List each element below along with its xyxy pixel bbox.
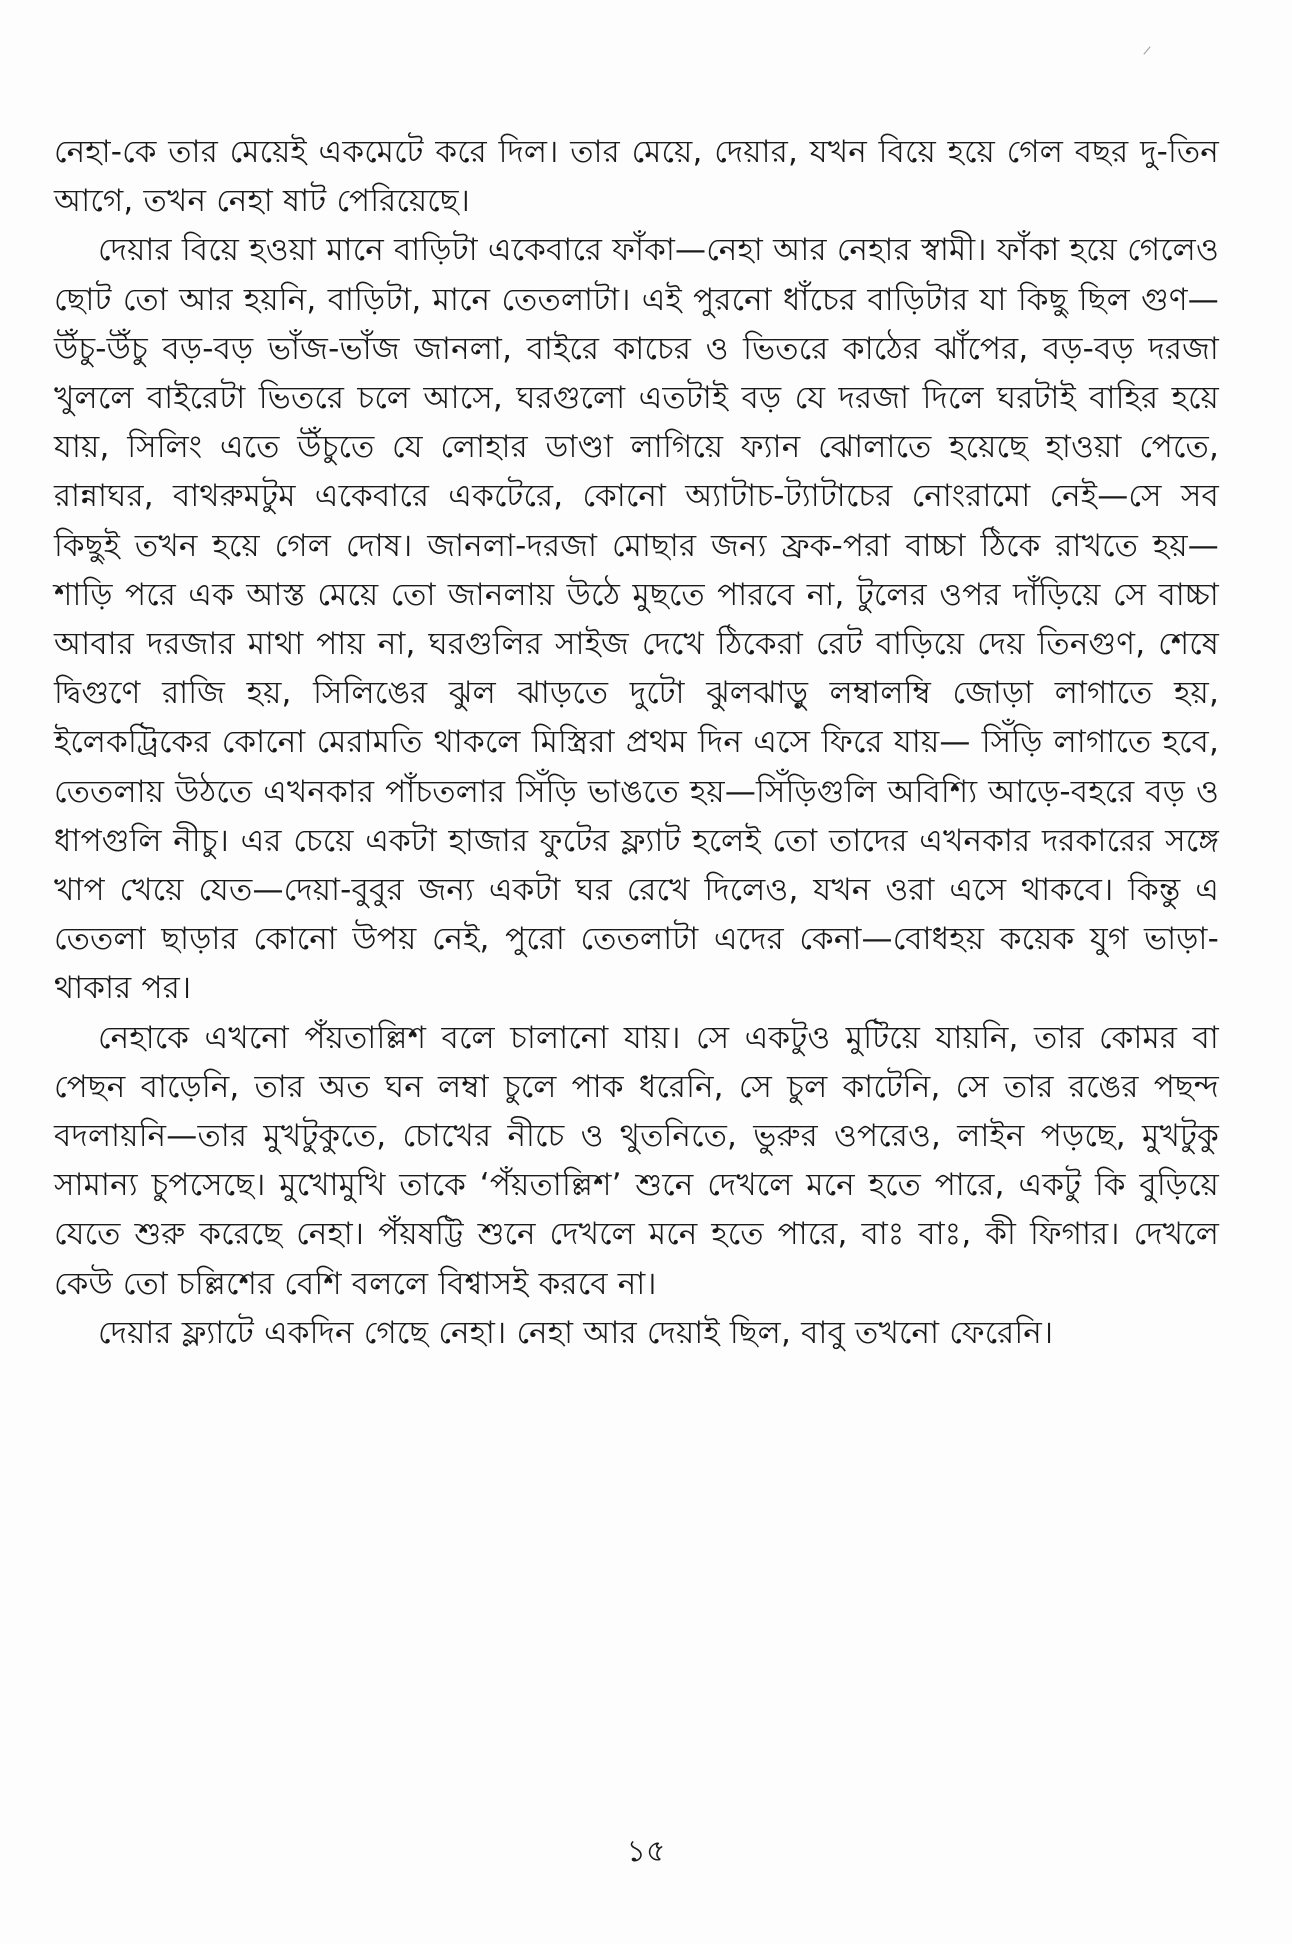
paragraph-1: নেহা-কে তার মেয়েই একমেটে করে দিল। তার মেয়ে, দেয়ার, যখন বিয়ে হয়ে গেল বছর দু-তিন আগে, তখন নেহা ষাট পেরিয়েছে। bbox=[54, 134, 1219, 220]
paragraph-2: দেয়ার বিয়ে হওয়া মানে বাড়িটা একেবারে ফাঁকা—নেহা আর নেহার স্বামী। ফাঁকা হয়ে গেলেও ছোট তো আর হয়নি, বাড়িটা, মানে তেতলাটা। এই পুরনো ধাঁচের বাড়িটার যা কিছু ছিল গুণ—উঁচু-উঁচু বড়-বড় ভাঁজ-ভাঁজ জানলা, বাইরে কাচের ও ভিতরে কাঠের ঝাঁপের, বড়-বড় দরজা খুললে বাইরেটা ভিতরে চলে আসে, ঘরগুলো এতটাই বড় যে দরজা দিলে ঘরটাই বাহির হয়ে যায়, সিলিং এতে উঁচুতে যে লোহার ডাণ্ডা লাগিয়ে ফ্যান ঝোলাতে হয়েছে হাওয়া পেতে, রান্নাঘর, বাথরুমটুম একেবারে একটেরে, কোনো অ্যাটাচ-ট্যাটাচের নোংরামো নেই—সে সব কিছুই তখন হয়ে গেল দোষ। জানলা-দরজা মোছার জন্য ফ্রক-পরা বাচ্চা ঠিকে রাখতে হয়—শাড়ি পরে এক আস্ত মেয়ে তো জানলায় উঠে মুছতে পারবে না, টুলের ওপর দাঁড়িয়ে সে বাচ্চা আবার দরজার মাথা পায় না, ঘরগুলির সাইজ দেখে ঠিকেরা রেট বাড়িয়ে দেয় তিনগুণ, শেষে দ্বিগুণে রাজি হয়, সিলিঙের ঝুল ঝাড়তে দুটো ঝুলঝাড়ু লম্বালম্বি জোড়া লাগাতে হয়, ইলেকট্রিকের কোনো মেরামতি থাকলে মিস্ত্রিরা প্রথম দিন এসে ফিরে যায়— সিঁড়ি লাগাতে হবে, তেতলায় উঠতে এখনকার পাঁচতলার সিঁড়ি ভাঙতে হয়—সিঁড়িগুলি অবিশ্যি আড়ে-বহরে বড় ও ধাপগুলি নীচু। এর চেয়ে একটা হাজার ফুটের ফ্ল্যাট হলেই তো তাদের এখনকার দরকারের সঙ্গে খাপ খেয়ে যেত—দেয়া-বুবুর জন্য একটা ঘর রেখে দিলেও, যখন ওরা এসে থাকবে। কিন্তু এ তেতলা ছাড়ার কোনো উপয় নেই, পুরো তেতলাটা এদের কেনা—বোধহয় কয়েক যুগ ভাড়া-থাকার পর। bbox=[54, 232, 1219, 1007]
paragraph-3: নেহাকে এখনো পঁয়তাল্লিশ বলে চালানো যায়। সে একটুও মুটিয়ে যায়নি, তার কোমর বা পেছন বাড়েনি, তার অত ঘন লম্বা চুলে পাক ধরেনি, সে চুল কাটেনি, সে তার রঙের পছন্দ বদলায়নি—তার মুখটুকুতে, চোখের নীচে ও থুতনিতে, ভুরুর ওপরেও, লাইন পড়ছে, মুখটুকু সামান্য চুপসেছে। মুখোমুখি তাকে ‘পঁয়তাল্লিশ’ শুনে দেখলে মনে হতে পারে, একটু কি বুড়িয়ে যেতে শুরু করেছে নেহা। পঁয়ষট্টি শুনে দেখলে মনে হতে পারে, বাঃ বাঃ, কী ফিগার। দেখলে কেউ তো চল্লিশের বেশি বললে বিশ্বাসই করবে না। bbox=[54, 1019, 1219, 1302]
page-number: ১৫ bbox=[626, 1834, 666, 1869]
paragraph-4: দেয়ার ফ্ল্যাটে একদিন গেছে নেহা। নেহা আর দেয়াই ছিল, বাবু তখনো ফেরেনি। bbox=[98, 1314, 1054, 1351]
scan-mark bbox=[1143, 46, 1150, 54]
body-text bbox=[54, 128, 1219, 1358]
